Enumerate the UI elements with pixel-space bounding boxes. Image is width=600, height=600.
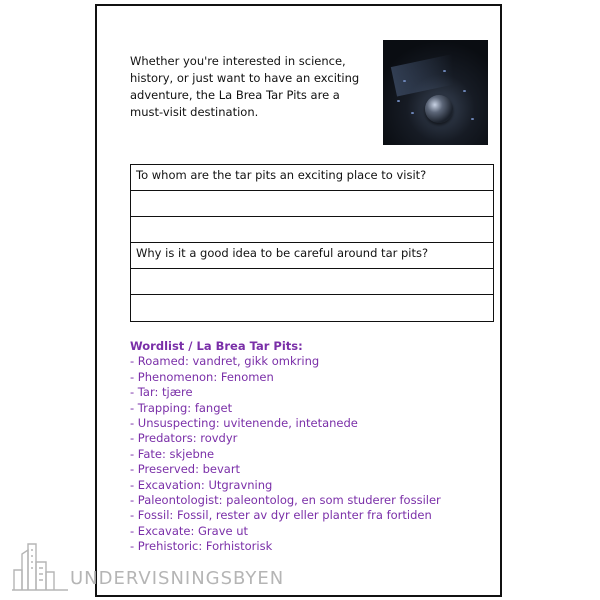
wordlist-item: - Unsuspecting: uvitenende, intetanede (130, 416, 358, 431)
wordlist-item: - Excavate: Grave ut (130, 523, 249, 538)
question-row: Why is it a good idea to be careful around tar pits? (131, 243, 493, 269)
worksheet-page (95, 4, 502, 597)
answer-line[interactable] (131, 217, 493, 243)
brand-watermark (12, 540, 312, 592)
tar-sheen (391, 49, 480, 96)
fleck (471, 118, 474, 120)
wordlist (130, 339, 490, 555)
tar-pit-photo (383, 40, 488, 145)
wordlist-title: Wordlist / La Brea Tar Pits: (130, 339, 303, 353)
answer-line[interactable] (131, 191, 493, 217)
wordlist-item: - Preserved: bevart (130, 462, 241, 477)
fleck (403, 80, 406, 82)
fleck (443, 70, 446, 72)
question-row: To whom are the tar pits an exciting place to visit? (131, 165, 493, 191)
brand-name: UNDERVISNINGSBYEN (70, 568, 285, 589)
wordlist-item: - Fossil: Fossil, rester av dyr eller planter fra fortiden (130, 508, 432, 523)
question-table (130, 164, 494, 322)
intro-paragraph: Whether you're interested in science, history, or just want to have an exciting adventure, the La Brea Tar Pits are a must-visit destination. (130, 54, 360, 119)
tar-bubble (425, 95, 453, 123)
fleck (463, 90, 466, 92)
answer-line[interactable] (131, 295, 493, 321)
wordlist-item: - Phenomenon: Fenomen (130, 369, 274, 384)
wordlist-items (130, 354, 490, 554)
wordlist-item: - Trapping: fanget (130, 400, 233, 415)
wordlist-item: - Roamed: vandret, gikk omkring (130, 354, 320, 369)
answer-line[interactable] (131, 269, 493, 295)
fleck (397, 100, 400, 102)
wordlist-item: - Tar: tjære (130, 385, 193, 400)
wordlist-item: - Paleontologist: paleontolog, en som studerer fossiler (130, 493, 441, 508)
wordlist-item: - Excavation: Utgravning (130, 477, 273, 492)
wordlist-item: - Prehistoric: Forhistorisk (130, 539, 273, 554)
city-skyline-icon (12, 540, 72, 592)
wordlist-item: - Fate: skjebne (130, 446, 215, 461)
fleck (411, 112, 414, 114)
wordlist-item: - Predators: rovdyr (130, 431, 238, 446)
